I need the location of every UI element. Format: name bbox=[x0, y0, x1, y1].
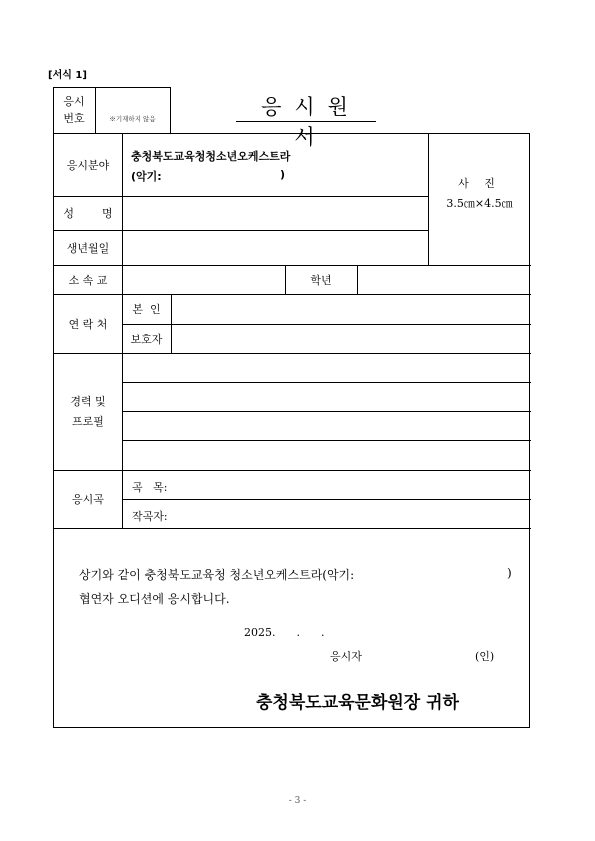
field-value-instrument-close: ) bbox=[280, 168, 286, 181]
contact-self-label: 본 인 bbox=[132, 303, 161, 316]
pledge-line1-close: ) bbox=[507, 566, 512, 580]
career-label-line2: 프로필 bbox=[72, 414, 104, 428]
field-label: 응시분야 bbox=[66, 159, 110, 172]
contact-label: 연 락 처 bbox=[68, 317, 108, 331]
field-value-instrument-open: (악기: bbox=[131, 170, 162, 183]
pledge-date: 2025. . . bbox=[244, 626, 325, 639]
exam-number-note: ※기재하지 않음 bbox=[109, 115, 156, 123]
form-title: 응시원서 bbox=[236, 92, 376, 122]
photo-label bbox=[428, 174, 531, 214]
piece-label: 응시곡 bbox=[72, 493, 104, 506]
grade-label: 학년 bbox=[310, 273, 332, 287]
applicant-label: 응시자 bbox=[330, 650, 362, 663]
photo-title: 사 진 bbox=[458, 177, 501, 191]
piece-composer-label: 작곡자: bbox=[132, 510, 168, 523]
seal-mark: (인) bbox=[475, 650, 495, 663]
field-value-line1: 충청북도교육청청소년오케스트라 bbox=[131, 150, 291, 163]
form-label: [서식 1] bbox=[48, 70, 87, 81]
name-label: 성 명 bbox=[63, 207, 113, 220]
career-label bbox=[54, 353, 122, 470]
exam-number-label bbox=[53, 87, 95, 133]
pledge-line2: 협연자 오디션에 응시합니다. bbox=[79, 592, 230, 606]
exam-number-label-line1: 응시 bbox=[63, 94, 85, 108]
pledge-line1: 상기와 같이 충청북도교육청 청소년오케스트라(악기: bbox=[79, 568, 355, 582]
page-number: - 3 - bbox=[288, 796, 307, 806]
school-label: 소 속 교 bbox=[68, 273, 108, 287]
contact-guardian-label: 보호자 bbox=[130, 332, 163, 346]
exam-number-label-line2: 번호 bbox=[63, 112, 85, 125]
birth-label: 생년월일 bbox=[66, 241, 110, 255]
addressee: 충청북도교육문화원장 귀하 bbox=[256, 693, 459, 713]
exam-number-divider bbox=[95, 87, 96, 134]
career-label-line1: 경력 및 bbox=[70, 394, 106, 408]
photo-size: 3.5㎝×4.5㎝ bbox=[446, 197, 513, 210]
application-table bbox=[53, 133, 530, 728]
piece-title-label: 곡 목: bbox=[132, 481, 168, 494]
